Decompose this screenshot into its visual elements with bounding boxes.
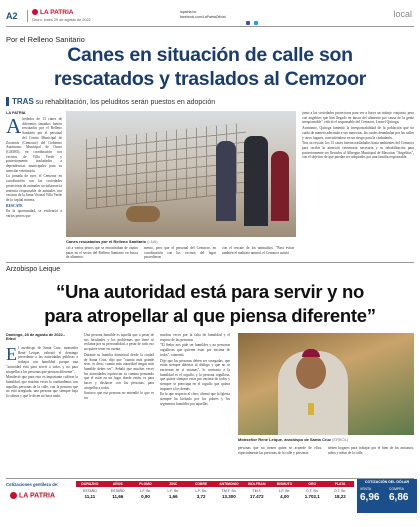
quote-cell	[215, 481, 244, 511]
quote-metal-label: ORO	[298, 481, 326, 487]
quotes-top-rule	[6, 478, 414, 479]
quote-value: 4,00	[280, 494, 289, 499]
dropcap-a: A	[6, 114, 22, 138]
person-figure-2	[244, 136, 268, 226]
person-figure-1	[216, 141, 236, 221]
quote-value: 11,11	[84, 494, 96, 499]
article2-column-3	[160, 333, 230, 408]
quote-cell	[298, 481, 327, 511]
header-divider	[27, 10, 28, 22]
article1-column-1	[6, 114, 62, 220]
article1-below-col-1: ció a varios perros que se encontraban de cuatro patas en el sector del Relleno Sanitario en busca de alimento.	[66, 246, 138, 260]
article2-col1-p2: Manifestó que para esto es importante cultivar la humildad, que muchas veces la confundimos con aquellas personas de la calle, con la persona que no está arreglada, una persona que siempre baja la cabeza y que le dicen no hace nada.	[6, 375, 78, 399]
person-figure-3	[271, 151, 289, 221]
quote-metal-label: WOLFRAM	[243, 481, 271, 487]
article1-headline-line2: rescatados y traslados al Cemzoor	[54, 68, 366, 90]
zucchetto	[302, 349, 320, 357]
article2-photo	[238, 333, 414, 435]
section-label: local	[393, 9, 412, 19]
brand-logo	[32, 9, 73, 16]
article1-col1-p2: La jornada de ayer, el Cemzoor en coordinación con las sociedades protectoras de animales socializaron la tenencia responsable de animales con vecinos de la Junta Vecinal Villa Verde de la capital minera.	[6, 174, 62, 202]
article1-col1-p3: En la oportunidad, se evidenció a varios perros que	[6, 209, 62, 219]
article1-col1-p1: lrededor de 13 canes de diferentes tamaños fueron rescatados por el Relleno Sanitario por el personal del Centro Municipal de Zoonosis (Cemzoor) del Gobierno Autónomo Municipal de Oruro (GAMO), en coordinación con vecinos de Villa Verde y posteriormente trasladados a dependencias municipales para su atención veterinaria.	[6, 117, 62, 173]
website[interactable]: lapatria.bo	[180, 10, 197, 14]
article1-tag: TRAS	[12, 97, 34, 106]
quote-unit-label: L.F. Sn.	[139, 489, 152, 493]
article1-col1-subheading: RESCATE	[6, 203, 23, 208]
quote-cell	[104, 481, 133, 511]
quote-cell	[159, 481, 188, 511]
article1-photo-credit: (LNA)	[147, 239, 158, 244]
quotes-sponsor	[10, 492, 55, 499]
dropcap-e: E	[6, 344, 17, 364]
quote-unit-label: T.M.F.	[252, 489, 262, 493]
article2-caption-text: Monseñor René Leique, arzobispo de Santa Cruz	[238, 437, 331, 442]
article2-col1-p1: l arzobispo de Santa Cruz, monseñor René Leique, exhortó el domingo precedente a las autoridades públicas a trabajar con humildad porque una "autoridad está para servir a todos y no para atropellar a las personas que piensan diferente".	[6, 346, 78, 374]
quote-value: 0,90	[141, 494, 150, 499]
article2-col3-p2: "El Señor nos pide ser humildes y no personas orgullosas que quieren estar por encima de todos", comentó.	[160, 343, 230, 357]
usd-title: COTIZACIÓN DEL DÓLAR	[364, 480, 410, 484]
quotes-bar	[76, 481, 354, 511]
article1-right-p3: Tras su rescate, los 13 canes fueron trasladados hasta ambientes del Cemzoor para recibir la atención veterinaria necesaria y su rehabilitación para posteriormente ser llevados al Albergue Municipal de Mascotas "Angelitos", con el objetivo de que puedan ser adoptados por una familia responsable.	[302, 141, 414, 160]
quote-metal-label: BISMUTO	[271, 481, 299, 487]
quote-unit-label: L.F. Sn.	[195, 489, 207, 493]
quote-cell	[271, 481, 300, 511]
quote-metal-label: ANTIMONIO	[215, 481, 243, 487]
quote-metal-label: ZINC	[159, 481, 187, 487]
date-line: Oruro, lunes 29 de agosto de 2022	[32, 18, 91, 22]
quote-metal-label: PLOMO	[132, 481, 160, 487]
quote-cell	[243, 481, 272, 511]
article1-photo	[66, 111, 296, 237]
social-icons	[246, 12, 258, 30]
article2-col3-p3: Dijo que las personas deben ser sosegadas, que están siempre abiertas al diálogo y que no se encierran en sí mismas", lo contrario a la humildad es el orgullo, y la persona orgullosa, que quiere siempre estar por encima de todos y siempre se preocupa en el orgullo que quiera imponer a los demás.	[160, 358, 230, 391]
quote-unit-label: ESTAÑO	[110, 489, 125, 493]
usd-sell-label: COMPRA	[389, 487, 404, 491]
usd-sell-value: 6,86	[389, 492, 409, 503]
article1-below-col-2: mento, pero que el personal del Cemzoor, en coordinación con los vecinos del lugar procedieron	[144, 246, 216, 260]
quote-cell	[132, 481, 161, 511]
article2-col2-p1: Una persona humilde es aquella que a pesar de sus facultades y los problemas que tiene se reclama por su personalidad, a pesar de todo eso no quiere tener en cuenta.	[84, 333, 154, 352]
article-separator	[6, 262, 414, 263]
quotes-title: Cotizaciones gentileza de:	[6, 482, 59, 487]
quote-metal-label: DURAZNO	[76, 481, 104, 487]
usd-buy-label: VENTA	[360, 487, 372, 491]
article1-right-column	[302, 111, 414, 161]
header-rule	[6, 26, 414, 27]
quote-unit-label: L.F. Sn.	[167, 489, 180, 493]
article2-column-4: personas que no tienen quién se acuerde de ellos, especialmente las personas de la calle y personas	[238, 446, 322, 455]
quote-unit-label: T.M.F. Sn.	[221, 489, 237, 493]
article1-kicker: Por el Relleno Sanitario	[6, 35, 85, 44]
quote-value: 3,72	[196, 494, 206, 499]
article2-headline-line1: “Una autoridad está para servir y no	[56, 281, 364, 302]
brand-name: LA PATRIA	[40, 9, 74, 16]
article2-dateline	[6, 333, 78, 341]
article2-col3-p4: En lo que respecta al clero, afirmó que la Iglesia siempre ha luchado por los pobres y los segmentos humildes por aquellas	[160, 392, 230, 406]
dog-figure	[126, 206, 160, 222]
facebook-icon	[246, 21, 250, 25]
article2-column-5: tienen hogares para trabajar por el bien de los ancianos, niños y niñas de la calle.	[328, 446, 414, 455]
pectoral-cross	[308, 403, 314, 415]
quote-value: 1.702,1	[304, 494, 320, 499]
quote-unit-label: ESTAÑO	[83, 489, 97, 493]
quote-value: 1,66	[168, 494, 178, 499]
quote-value: 17.472	[249, 494, 264, 499]
article2-column-2	[84, 333, 154, 402]
page-number: A2	[6, 11, 18, 21]
article2-headline-line2: para atropellar al que piensa diferente”	[44, 305, 376, 326]
article2-photo-credit: (ERBOL)	[332, 437, 349, 442]
article1-subhead-text: su rehabilitación, los peluditos serán puestos en adopción	[35, 99, 216, 106]
article1-byline: LA PATRIA	[6, 111, 26, 115]
quote-value: 18,22	[334, 494, 346, 499]
article2-date: Domingo, 28 de agosto de 2022.-	[6, 333, 66, 337]
sponsor-badge-icon	[10, 492, 17, 499]
article2-photo-caption	[238, 437, 414, 442]
article1-subhead	[12, 97, 215, 106]
article2-byline: Erbol	[6, 337, 16, 341]
quote-unit-label: L.F. Sn.	[278, 489, 291, 493]
quote-cell	[187, 481, 216, 511]
article1-below-col-3: con el rescate de los animalitos. "Para evitar también el maltrato animal, el Cemzoor asistió	[222, 246, 294, 255]
article2-kicker: Arzobispo Leique	[6, 266, 61, 273]
quote-cell	[76, 481, 105, 511]
article1-right-p2: Asimismo, Quiroga lamentó la irresponsabilidad de la población que no cuida de manera adecuada a sus mascotas, las cuales deambulan por las calles y otros lugares, convirtiéndose en un riesgo para la ciudadanía.	[302, 126, 414, 140]
bishop-head	[296, 355, 326, 389]
usd-box	[357, 479, 417, 513]
quote-value: 11,66	[112, 494, 124, 499]
article1-photo-caption	[66, 239, 158, 244]
quote-metal-label: COBRE	[187, 481, 215, 487]
brand-badge-icon	[32, 9, 38, 15]
twitter-icon	[254, 21, 258, 25]
article2-col2-p2: Durante su homilía dominical desde la ciudad de Santa Cruz, dijo que "cuanto más grande seas, es decir, cuanto más autoridad tengas más humilde debes ser". Señaló que muchas veces las autoridades equivocan su camino pensando que el estar en un lugar donde están, es para hacer y deshacer con las personas, para atropellar a todos.	[84, 352, 154, 390]
quote-unit-label: O.T. Sn.	[333, 489, 347, 493]
social-link[interactable]: facebook.com/LaPatriaOficial	[180, 15, 226, 19]
article1-caption-text: Canes rescatados por el Relleno Sanitario	[66, 239, 147, 244]
article2-col3-p1: muchas veces por la falta de humildad y el respeto de las personas.	[160, 333, 230, 342]
quote-metal-label: PLATA	[326, 481, 354, 487]
quote-cell	[326, 481, 355, 511]
article2-column-1	[6, 346, 78, 400]
article1-headline-line1: Canes en situación de calle son	[67, 44, 353, 66]
article1-right-p1: junto a las sociedades protectoras para ver a hacer un trabajo conjunto, pero con angelitos que han llegado en busca del alimento por causa de la gente irresponsable", refirió el responsable del Cemzoor, Leonel Quiroga.	[302, 111, 414, 125]
quote-unit-label: O.T. Sn.	[306, 489, 319, 493]
quote-value: 13.300	[222, 494, 236, 499]
article2-col2-p3: Sostuvo que esa persona no entendió lo que es ser	[84, 391, 154, 401]
subhead-marker	[6, 97, 9, 106]
quote-metal-label: AÑOS	[104, 481, 132, 487]
usd-buy-value: 6,96	[360, 492, 380, 503]
sponsor-name: LA PATRIA	[19, 492, 56, 500]
